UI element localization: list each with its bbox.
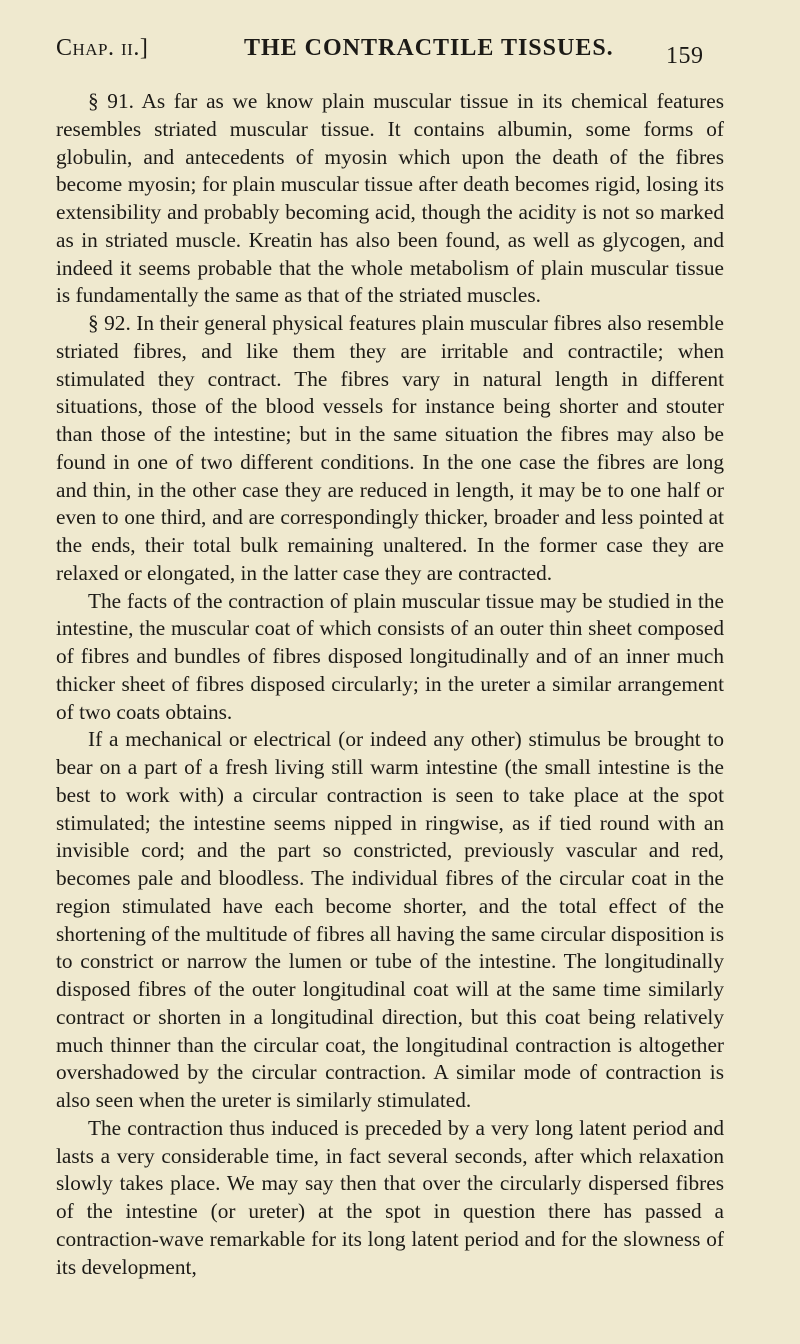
paragraph-text: The contraction thus induced is preceded by a very long latent period and lasts a very considerable time, in fact several seconds, after which relaxation slowly takes place. We may say then that over the circularly dispersed fibres of the intestine (or ureter) at the spot in question there has passed a contraction-wave remarkable for its long latent period and for the slowness of its development, <box>56 1115 724 1279</box>
chapter-label: Chap. ii.] <box>56 35 149 61</box>
running-title: THE CONTRACTILE TISSUES. <box>244 35 614 61</box>
section-number: § 92. <box>88 311 131 335</box>
paragraph <box>56 1115 724 1282</box>
paragraph <box>56 588 724 727</box>
page-number: 159 <box>666 43 704 69</box>
paragraph-text: If a mechanical or electrical (or indeed any other) stimulus be brought to bear on a part of a fresh living still warm intestine (the small intestine is the best to work with) a circular contraction is seen to take place at the spot stimulated; the intestine seems nipped in ringwise, as if tied round with an invisible cord; and the part so constricted, previously vascular and red, becomes pale and bloodless. The individual fibres of the circular coat in the region stimulated have each become shorter, and the total effect of the shortening of the multitude of fibres all having the same circular disposition is to constrict or narrow the lumen or tube of the intestine. The longitudinally disposed fibres of the outer longitudinal coat will at the same time similarly contract or shorten in a longitudinal direction, but this coat being relatively much thinner than the circular coat, the longitudinal contraction is altogether overshadowed by the circular contraction. A similar mode of contraction is also seen when the ureter is similarly stimulated. <box>56 727 724 1112</box>
paragraph-text: The facts of the contraction of plain muscular tissue may be studied in the intestine, the muscular coat of which consists of an outer thin sheet composed of fibres and bundles of fibres disposed longitudinally and of an inner much thicker sheet of fibres disposed circularly; in the ureter a similar arrangement of two coats obtains. <box>56 588 724 724</box>
paragraph-section-91 <box>56 88 724 310</box>
running-header <box>56 32 724 69</box>
section-number: § 91. <box>88 89 134 113</box>
paragraph-text: In their general physical features plain muscular fibres also resemble striated fibres, and like them they are irritable and contractile; when stimulated they contract. The fibres vary in natural length in different situations, those of the blood vessels for instance being shorter and stouter than those of the intestine; but in the same situation the fibres may also be found in one of two different conditions. In the one case the fibres are long and thin, in the other case they are reduced in length, it may be to one half or even to one third, and are correspondingly thicker, broader and less pointed at the ends, their total bulk remaining unaltered. In the former case they are relaxed or elongated, in the latter case they are contracted. <box>56 311 724 585</box>
paragraph-text: As far as we know plain muscular tissue in its chemical features resembles striated muscular tissue. It contains albumin, some forms of globulin, and antecedents of myosin which upon the death of the fibres become myosin; for plain muscular tissue after death becomes rigid, losing its extensibility and probably becoming acid, though the acidity is not so marked as in striated muscle. Kreatin has also been found, as well as glycogen, and indeed it seems probable that the whole metabolism of plain muscular tissue is fundamentally the same as that of the striated muscles. <box>56 89 725 308</box>
paragraph <box>56 726 724 1115</box>
book-page <box>56 32 724 1281</box>
page-body <box>56 88 724 1281</box>
paragraph-section-92 <box>56 310 724 588</box>
